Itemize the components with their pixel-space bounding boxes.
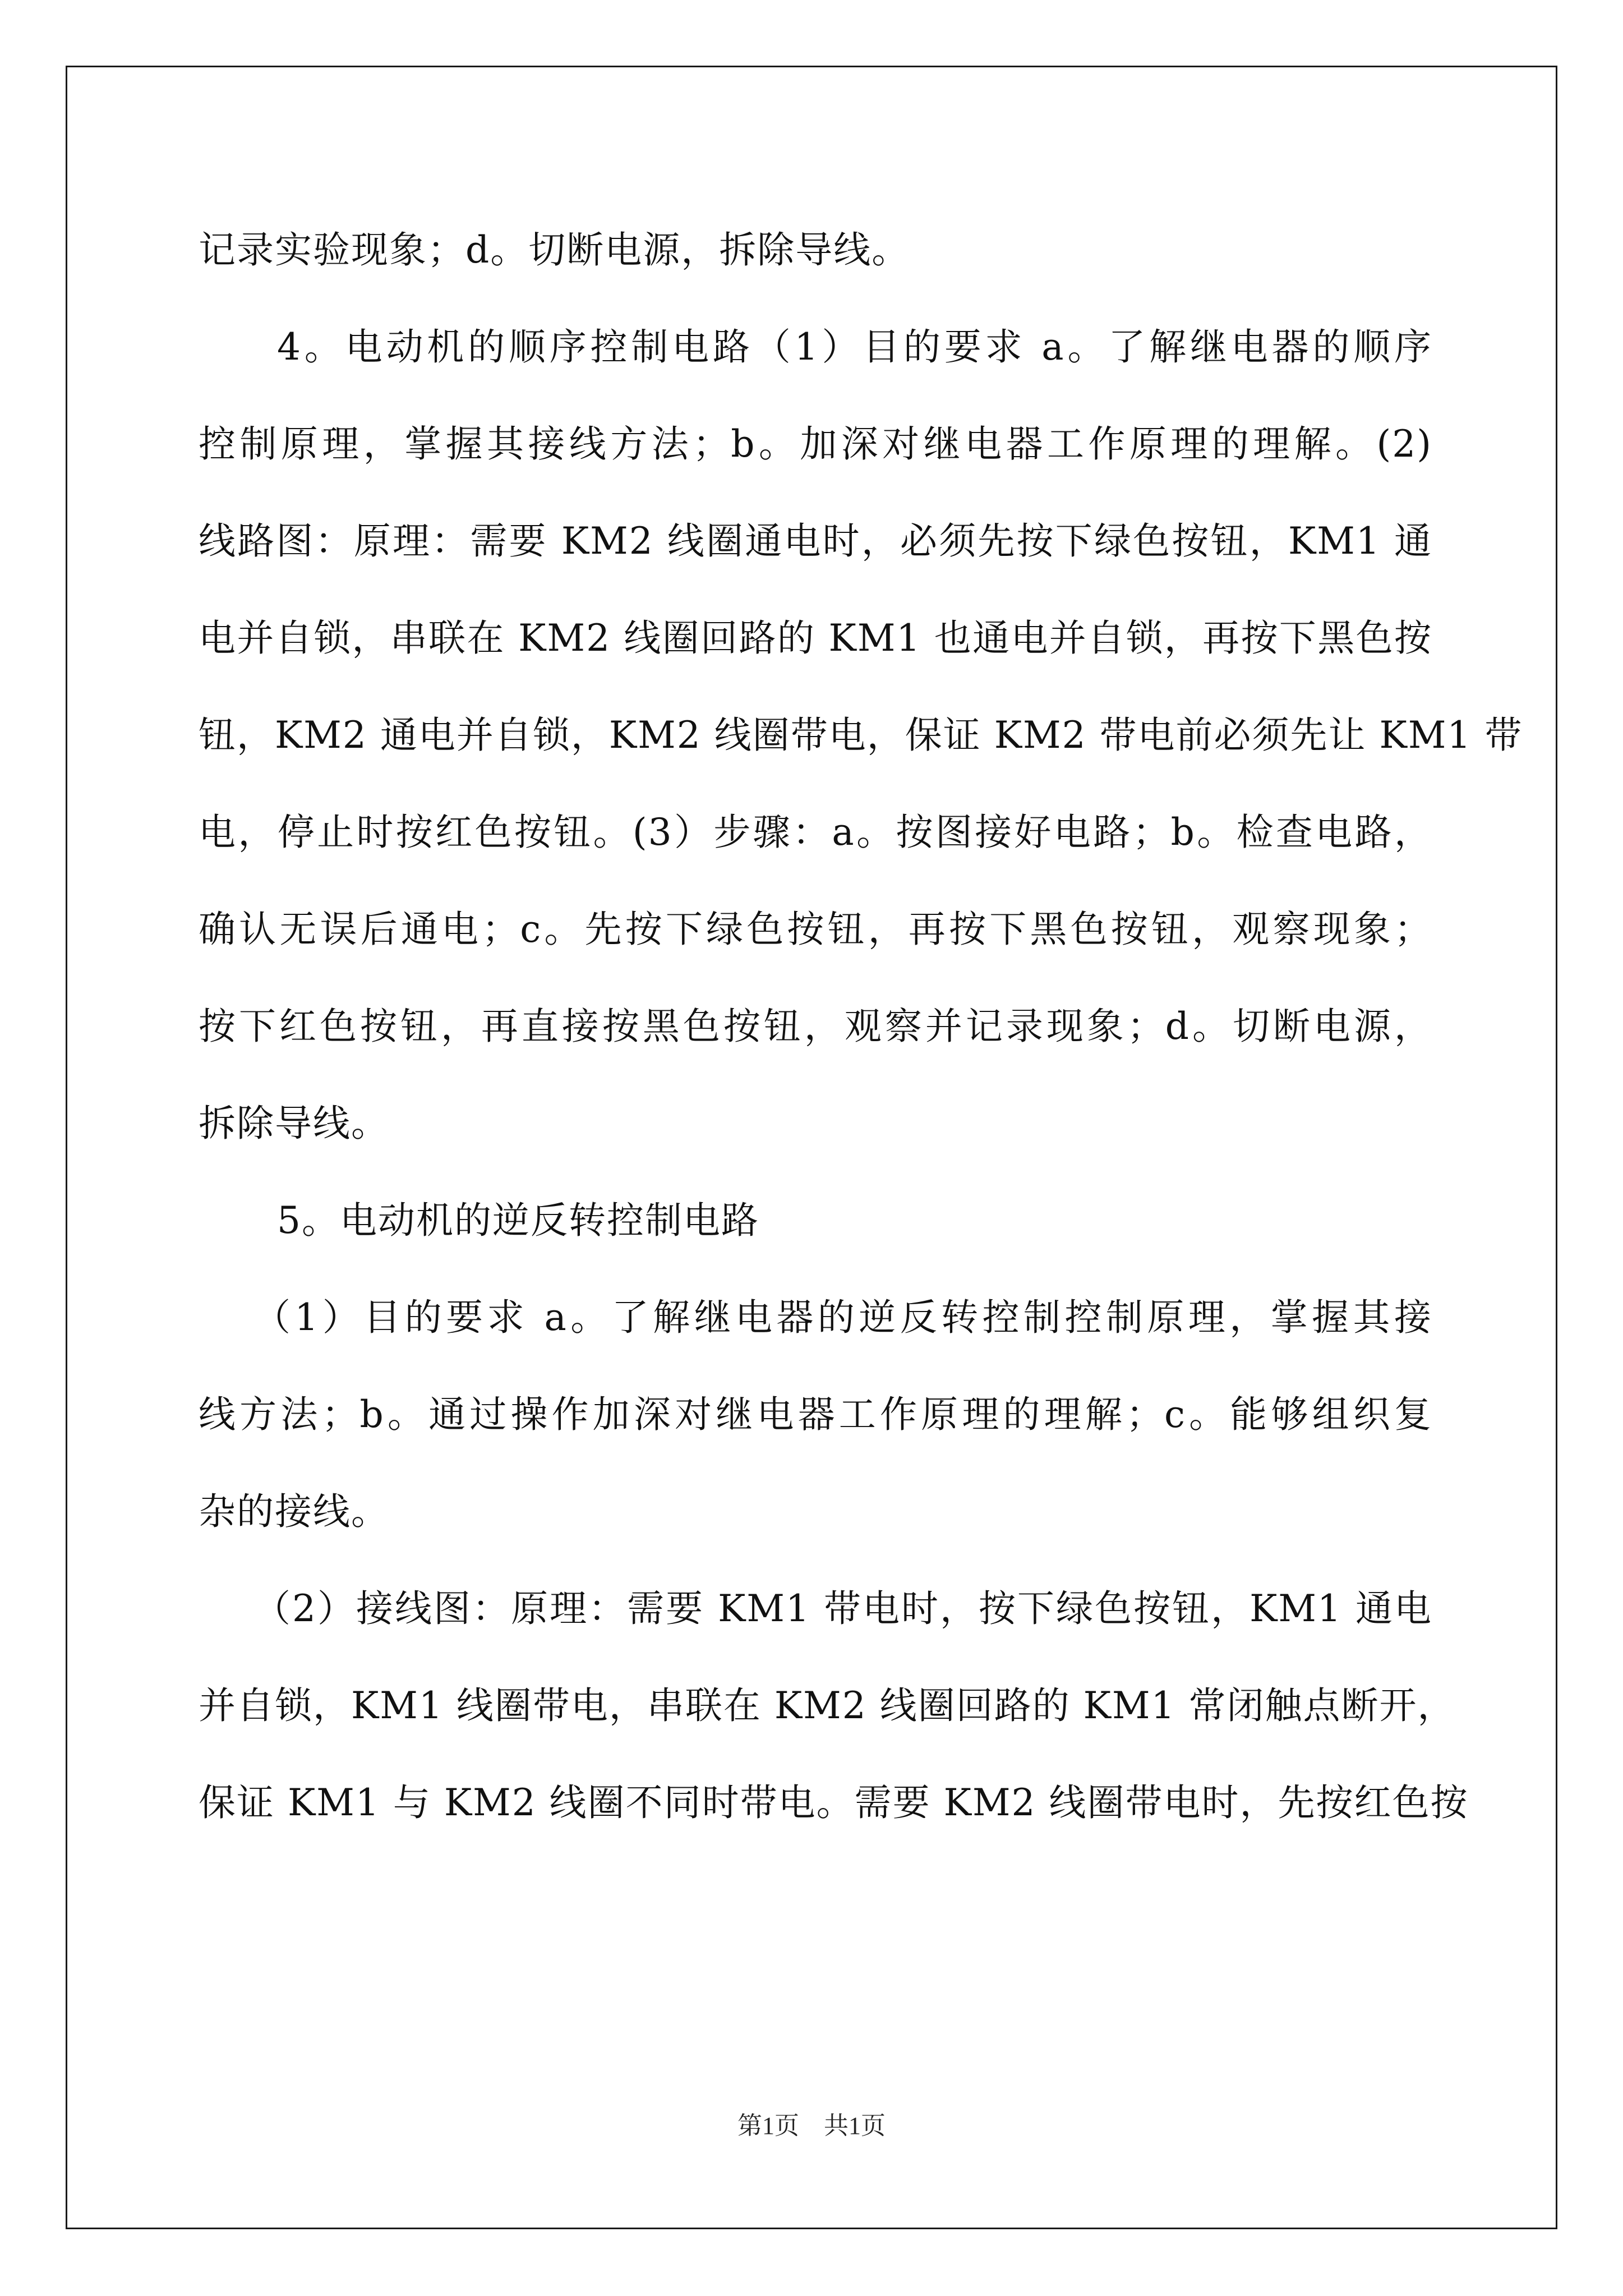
text-line: 线方法；b。通过操作加深对继电器工作原理的理解；c。能够组织复 bbox=[199, 1393, 1432, 1436]
text-line: 并自锁，KM1 线圈带电，串联在 KM2 线圈回路的 KM1 常闭触点断开， bbox=[199, 1684, 1456, 1727]
text-line: （2）接线图：原理：需要 KM1 带电时，按下绿色按钮，KM1 通电 bbox=[253, 1587, 1432, 1630]
text-line: 钮，KM2 通电并自锁，KM2 线圈带电，保证 KM2 带电前必须先让 KM1 带 bbox=[199, 714, 1523, 757]
text-line: 线路图：原理：需要 KM2 线圈通电时，必须先按下绿色按钮，KM1 通 bbox=[199, 519, 1432, 563]
text-line: 确认无误后通电；c。先按下绿色按钮，再按下黑色按钮，观察现象； bbox=[199, 908, 1432, 951]
text-line: 4。电动机的顺序控制电路（1）目的要求 a。了解继电器的顺序 bbox=[277, 325, 1432, 369]
text-line: 拆除导线。 bbox=[199, 1102, 389, 1145]
text-line: 电并自锁，串联在 KM2 线圈回路的 KM1 也通电并自锁，再按下黑色按 bbox=[199, 616, 1432, 660]
text-line: 按下红色按钮，再直接按黑色按钮，观察并记录现象；d。切断电源， bbox=[199, 1005, 1432, 1048]
text-line: 记录实验现象；d。切断电源，拆除导线。 bbox=[199, 228, 910, 272]
section-heading: 5。电动机的逆反转控制电路 bbox=[277, 1199, 759, 1242]
text-line: 杂的接线。 bbox=[199, 1490, 389, 1533]
page-number: 第1页 共1页 bbox=[737, 2112, 886, 2139]
text-line: （1）目的要求 a。了解继电器的逆反转控制控制原理，掌握其接 bbox=[253, 1296, 1432, 1339]
text-line: 电，停止时按红色按钮。(3）步骤：a。按图接好电路；b。检查电路， bbox=[199, 811, 1432, 854]
text-line: 保证 KM1 与 KM2 线圈不同时带电。需要 KM2 线圈带电时，先按红色按 bbox=[199, 1781, 1469, 1824]
text-line: 控制原理，掌握其接线方法；b。加深对继电器工作原理的理解。(2) bbox=[199, 422, 1432, 466]
